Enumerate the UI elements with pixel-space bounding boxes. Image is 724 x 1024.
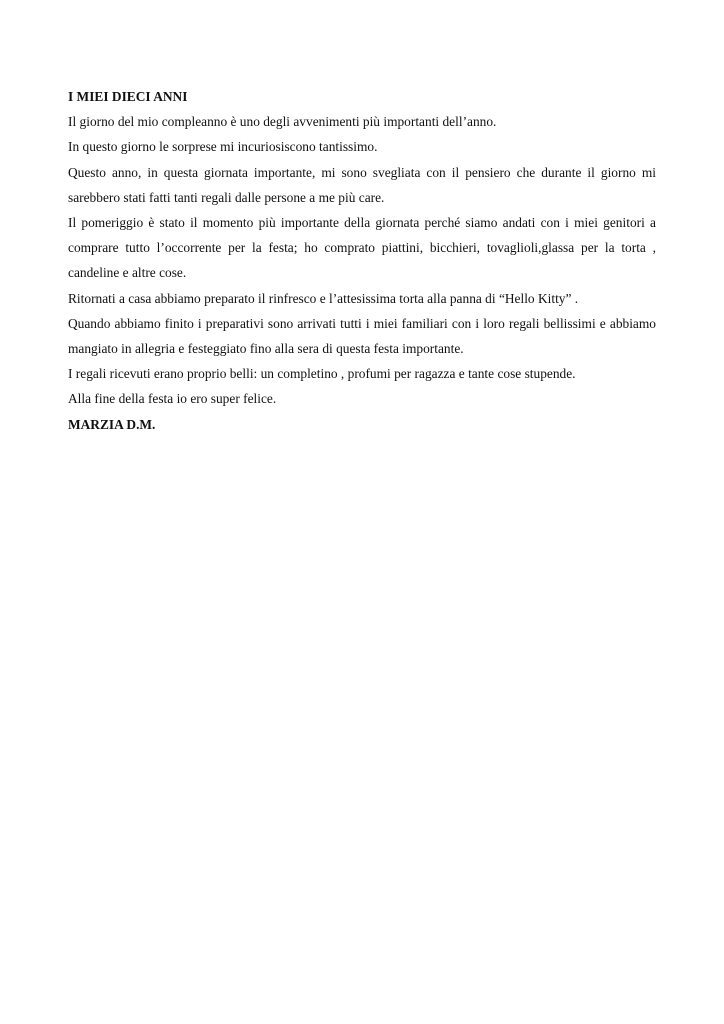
paragraph: Il giorno del mio compleanno è uno degli avvenimenti più importanti dell’anno. (68, 114, 497, 130)
paragraph: Il pomeriggio è stato il momento più importante della giornata perché siamo andati con i miei genitori a comprare tutto l’occorrente per la festa; ho comprato piattini, bicchieri, tovaglioli,glassa per la torta , candeline e altre cose. (68, 215, 656, 281)
paragraph: Questo anno, in questa giornata importante, mi sono svegliata con il pensiero che durante il giorno mi sarebbero stati fatti tanti regali dalle persone a me più care. (68, 164, 656, 205)
paragraph: Alla fine della festa io ero super felice. (68, 391, 277, 407)
paragraph: In questo giorno le sorprese mi incuriosiscono tantissimo. (68, 139, 378, 155)
paragraph: Quando abbiamo finito i preparativi sono arrivati tutti i miei familiari con i loro regali bellissimi e abbiamo mangiato in allegria e festeggiato fino alla sera di questa festa importante. (68, 315, 656, 357)
document-body (68, 84, 656, 437)
paragraph: Ritornati a casa abbiamo preparato il rinfresco e l’attesissima torta alla panna di “Hello Kitty” . (68, 290, 579, 306)
document-title: I MIEI DIECI ANNI (68, 89, 188, 104)
author-signature: MARZIA D.M. (68, 416, 156, 432)
paragraph: I regali ricevuti erano proprio belli: un completino , profumi per ragazza e tante cose stupende. (68, 366, 576, 382)
